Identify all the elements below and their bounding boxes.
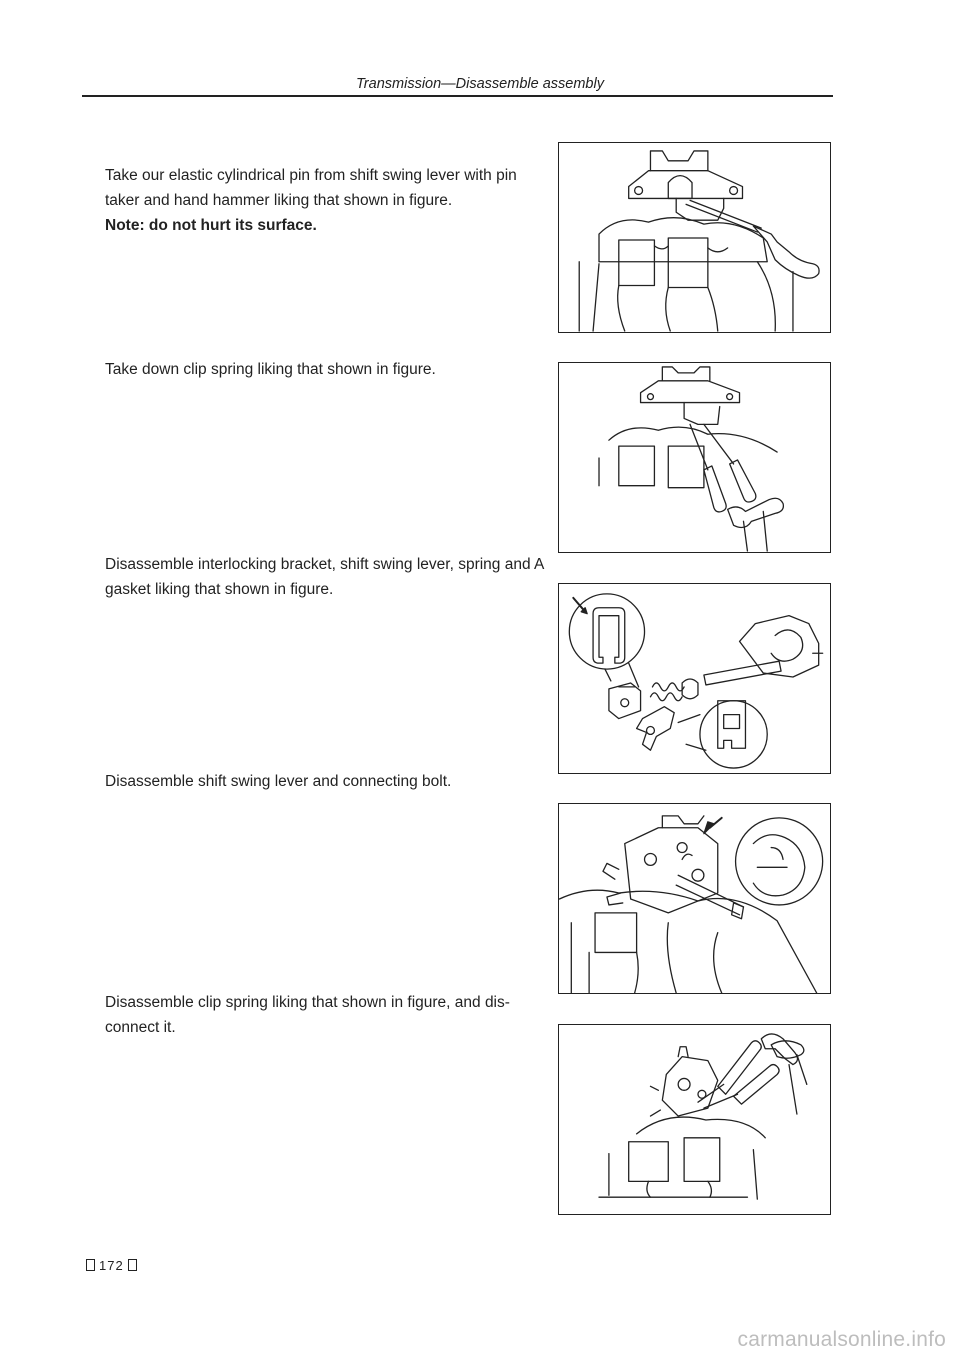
header-title: Transmission—Disassemble assembly: [356, 76, 604, 92]
step-1-text: [105, 163, 545, 238]
step-1-note: Note: do not hurt its surface.: [105, 217, 317, 234]
lever-bolt-illustration-icon: [559, 804, 830, 993]
step-4-instruction: Disassemble shift swing lever and connecting bolt.: [105, 773, 452, 790]
step-4-figure: [558, 803, 831, 994]
step-5-text: [105, 990, 545, 1040]
exploded-parts-illustration-icon: [559, 584, 830, 773]
page-number-right-box-icon: [128, 1259, 137, 1271]
step-3-text: [105, 552, 545, 602]
step-4-text: [105, 769, 545, 794]
pin-removal-illustration-icon: [559, 143, 830, 332]
step-2-text: [105, 357, 545, 382]
page-number-left-box-icon: [86, 1259, 95, 1271]
step-3-instruction: Disassemble interlocking bracket, shift swing lever, spring and A gasket liking that shown in figure.: [105, 556, 544, 598]
step-2-instruction: Take down clip spring liking that shown in figure.: [105, 361, 436, 378]
double-screwdriver-illustration-icon: [559, 1025, 830, 1214]
step-2-figure: [558, 362, 831, 553]
watermark: carmanualsonline.info: [737, 1328, 946, 1351]
step-5-figure: [558, 1024, 831, 1215]
header-rule: [82, 95, 833, 97]
page-number: [82, 1258, 141, 1273]
page-number-value: 172: [99, 1258, 124, 1273]
step-5-instruction: Disassemble clip spring liking that shown in figure, and dis-connect it.: [105, 994, 510, 1036]
step-1-instruction: Take our elastic cylindrical pin from shift swing lever with pin taker and hand hammer liking that shown in figure.: [105, 167, 517, 209]
step-1-figure: [558, 142, 831, 333]
screwdriver-clip-illustration-icon: [559, 363, 830, 552]
step-3-figure: [558, 583, 831, 774]
